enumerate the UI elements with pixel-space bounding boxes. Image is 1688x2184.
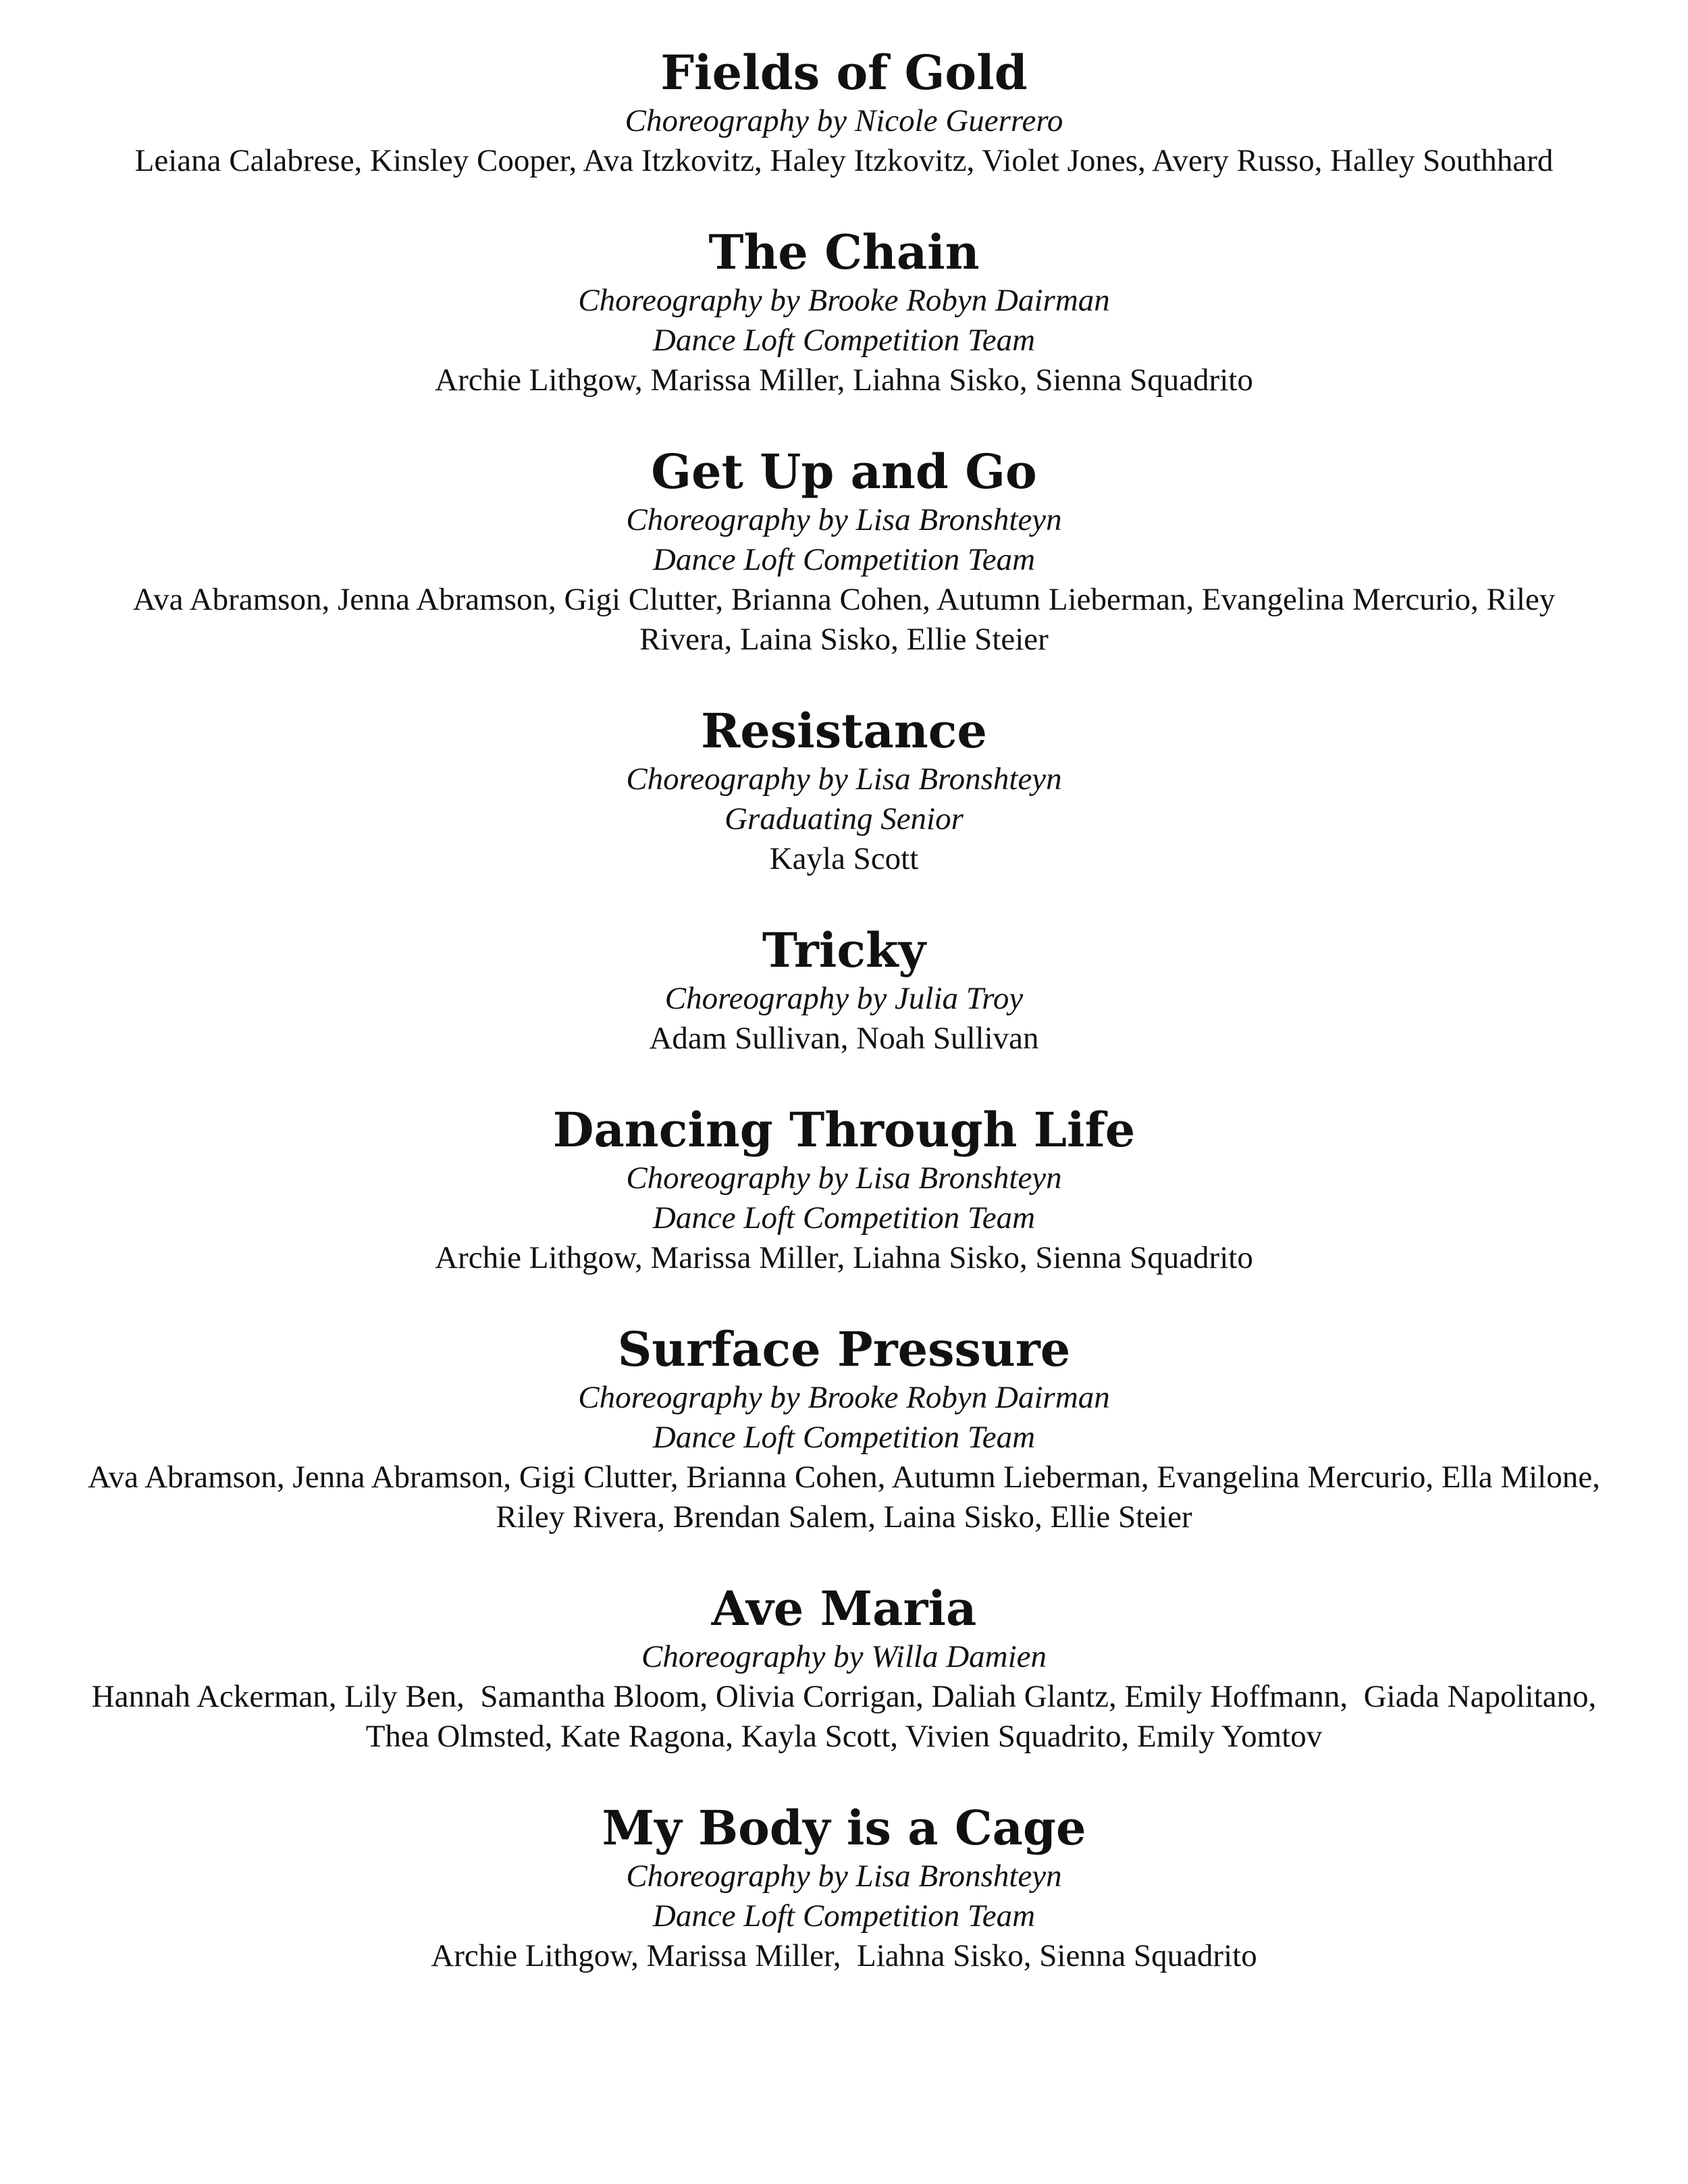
piece-tricky [0,922,1688,1059]
group-name: Dance Loft Competition Team [652,542,1036,577]
piece-title: Resistance [701,703,987,759]
piece-fields-of-gold [0,45,1688,181]
group-name: Dance Loft Competition Team [652,323,1036,358]
choreographer: Choreography by Lisa Bronshteyn [626,1161,1062,1196]
choreographer: Choreography by Julia Troy [664,981,1024,1016]
group-name: Dance Loft Competition Team [652,1420,1036,1455]
piece-title: Get Up and Go [651,444,1037,500]
piece-title: Dancing Through Life [552,1102,1136,1158]
piece-title: Fields of Gold [660,45,1028,101]
dancer-list-line-1: Ava Abramson, Jenna Abramson, Gigi Clutter, Brianna Cohen, Autumn Lieberman, Evangelina Mercurio, Riley [132,582,1556,617]
dancer-list-line-1: Ava Abramson, Jenna Abramson, Gigi Clutter, Brianna Cohen, Autumn Lieberman, Evangelina Mercurio, Ella Milone, [88,1460,1600,1495]
choreographer: Choreography by Lisa Bronshteyn [626,1859,1062,1894]
piece-title: Ave Maria [711,1580,977,1636]
piece-my-body-is-a-cage [0,1800,1688,1976]
dancer-list-line-2: Thea Olmsted, Kate Ragona, Kayla Scott, Vivien Squadrito, Emily Yomtov [365,1719,1323,1754]
dancer-list: Adam Sullivan, Noah Sullivan [649,1021,1039,1056]
piece-resistance [0,703,1688,879]
group-name: Dance Loft Competition Team [652,1898,1036,1934]
piece-title: Surface Pressure [617,1321,1071,1377]
choreographer: Choreography by Lisa Bronshteyn [626,762,1062,797]
piece-get-up-and-go [0,444,1688,660]
group-name: Graduating Senior [724,801,964,836]
dancer-list: Archie Lithgow, Marissa Miller, Liahna Sisko, Sienna Squadrito [435,1240,1253,1275]
dancer-list-line-1: Hannah Ackerman, Lily Ben, Samantha Bloom, Olivia Corrigan, Daliah Glantz, Emily Hoffmann, Giada Napolitano, [91,1679,1597,1714]
piece-surface-pressure [0,1321,1688,1537]
dancer-list: Archie Lithgow, Marissa Miller, Liahna Sisko, Sienna Squadrito [435,363,1253,398]
choreographer: Choreography by Lisa Bronshteyn [626,502,1062,537]
dancer-list: Archie Lithgow, Marissa Miller, Liahna Sisko, Sienna Squadrito [431,1938,1257,1973]
choreographer: Choreography by Willa Damien [641,1639,1047,1674]
piece-dancing-through-life [0,1102,1688,1278]
piece-ave-maria [0,1580,1688,1757]
dancer-list-line-2: Riley Rivera, Brendan Salem, Laina Sisko, Ellie Steier [496,1499,1192,1535]
choreographer: Choreography by Brooke Robyn Dairman [578,1380,1110,1415]
dancer-list-line-2: Rivera, Laina Sisko, Ellie Steier [639,622,1049,657]
piece-title: The Chain [708,224,980,280]
piece-title: Tricky [762,922,926,978]
group-name: Dance Loft Competition Team [652,1200,1036,1235]
piece-title: My Body is a Cage [602,1800,1086,1856]
dancer-list: Leiana Calabrese, Kinsley Cooper, Ava Itzkovitz, Haley Itzkovitz, Violet Jones, Avery Russo, Halley Southhard [134,143,1554,178]
dancer-list: Kayla Scott [769,841,919,876]
choreographer: Choreography by Brooke Robyn Dairman [578,283,1110,318]
choreographer: Choreography by Nicole Guerrero [625,103,1063,138]
piece-the-chain [0,224,1688,400]
